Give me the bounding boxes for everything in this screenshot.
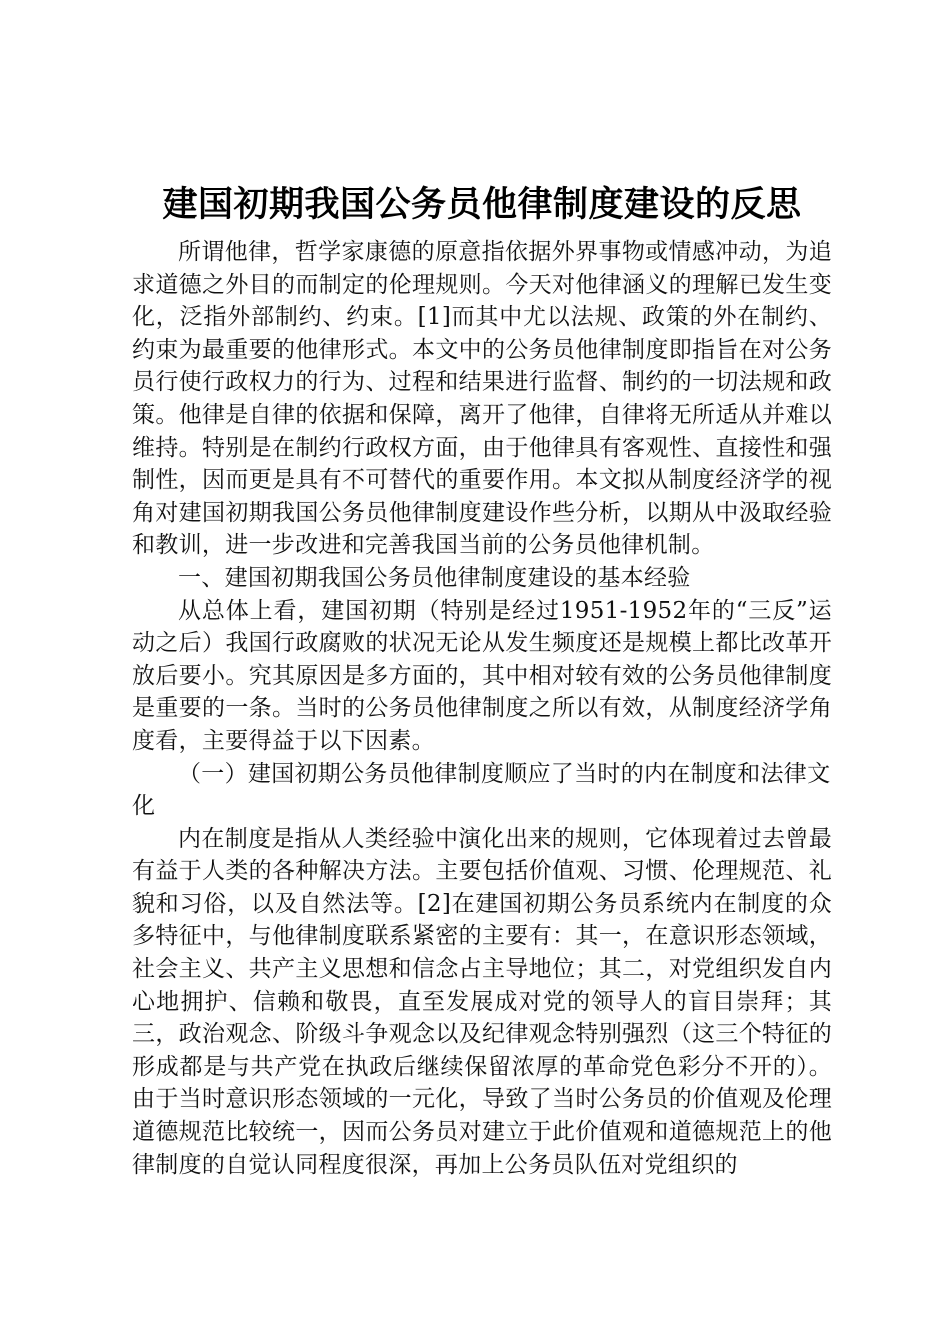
document-title: 建国初期我国公务员他律制度建设的反思: [162, 184, 802, 225]
section-heading-1: 一、建国初期我国公务员他律制度建设的基本经验: [178, 564, 691, 591]
paragraph-internal-institutions: 内在制度是指从人类经验中演化出来的规则，它体现着过去曾最有益于人类的各种解决方法。主要包括价值观、习惯、伦理规范、礼貌和习俗，以及自然法等。[2]在建国初期公务员系统内在制度的众多特征中，与他律制度联系紧密的主要有：其一，在意识形态领域，社会主义、共产主义思想和信念占主导地位；其二，对党组织发自内心地拥护、信赖和敬畏，直至发展成对党的领导人的盲目崇拜；其三，政治观念、阶级斗争观念以及纪律观念特别强烈（这三个特征的形成都是与共产党在执政后继续保留浓厚的革命党色彩分不开的）。由于当时意识形态领域的一元化，导致了当时公务员的价值观及伦理道德规范比较统一，因而公务员对建立于此价值观和道德规范上的他律制度的自觉认同程度很深，再加上公务员队伍对党组织的: [132, 825, 832, 1178]
paragraph-intro: 所谓他律，哲学家康德的原意指依据外界事物或情感冲动，为追求道德之外目的而制定的伦理规则。今天对他律涵义的理解已发生变化，泛指外部制约、约束。[1]而其中尤以法规、政策的外在制约、约束为最重要的他律形式。本文中的公务员他律制度即指旨在对公务员行使行政权力的行为、过程和结果进行监督、制约的一切法规和政策。他律是自律的依据和保障，离开了他律，自律将无所适从并难以维持。特别是在制约行政权方面，由于他律具有客观性、直接性和强制性，因而更是具有不可替代的重要作用。本文拟从制度经济学的视角对建国初期我国公务员他律制度建设作些分析，以期从中汲取经验和教训，进一步改进和完善我国当前的公务员他律机制。: [132, 239, 832, 559]
document-page: [132, 180, 832, 1181]
paragraph-overview: 从总体上看，建国初期（特别是经过1951-1952年的“三反”运动之后）我国行政腐败的状况无论从发生频度还是规模上都比改革开放后要小。究其原因是多方面的，其中相对较有效的公务员他律制度是重要的一条。当时的公务员他律制度之所以有效，从制度经济学角度看，主要得益于以下因素。: [132, 597, 832, 754]
subsection-heading-1: （一）建国初期公务员他律制度顺应了当时的内在制度和法律文化: [132, 760, 831, 820]
